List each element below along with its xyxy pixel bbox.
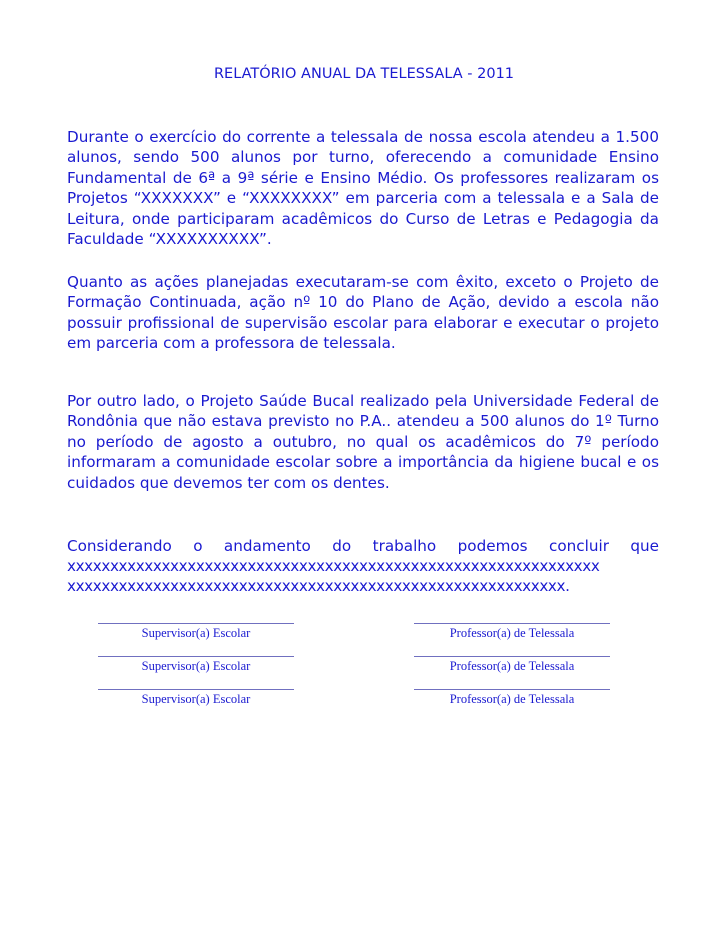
signature-supervisor-3 — [98, 689, 294, 707]
signature-line — [414, 623, 610, 624]
signature-line — [98, 689, 294, 690]
signature-line — [98, 623, 294, 624]
signature-professor-3 — [414, 689, 610, 707]
signature-label: Professor(a) de Telessala — [449, 692, 575, 706]
signature-professor-1 — [414, 623, 610, 641]
signature-label: Supervisor(a) Escolar — [141, 659, 251, 673]
conclusion-line-2: xxxxxxxxxxxxxxxxxxxxxxxxxxxxxxxxxxxxxxxxxxxxxxxxxxxxxxxxxx. — [67, 577, 570, 595]
signature-supervisor-2 — [98, 656, 294, 674]
paragraph-3: Por outro lado, o Projeto Saúde Bucal realizado pela Universidade Federal de Rondônia que não estava previsto no P.A.. atendeu a 500 alunos do 1º Turno no período de agosto a outubro, no qual os acadêmicos do 7º período informaram a comunidade escolar sobre a importância da higiene bucal e os cuidados que devemos ter com os dentes. — [67, 392, 659, 492]
signature-label: Supervisor(a) Escolar — [141, 692, 251, 706]
signature-professor-2 — [414, 656, 610, 674]
signature-label: Professor(a) de Telessala — [449, 626, 575, 640]
document-title: RELATÓRIO ANUAL DA TELESSALA - 2011 — [213, 66, 515, 82]
paragraph-1: Durante o exercício do corrente a telessala de nossa escola atendeu a 1.500 alunos, sendo 500 alunos por turno, oferecendo a comunidade Ensino Fundamental de 6ª a 9ª série e Ensino Médio. Os professores realizaram os Projetos “XXXXXXX” e “XXXXXXXX” em parceria com a telessala e a Sala de Leitura, onde participaram acadêmicos do Curso de Letras e Pedagogia da Faculdade “XXXXXXXXXX”. — [67, 128, 659, 249]
signature-line — [98, 656, 294, 657]
signature-label: Supervisor(a) Escolar — [141, 626, 251, 640]
paragraph-2: Quanto as ações planejadas executaram-se com êxito, exceto o Projeto de Formação Continuada, ação nº 10 do Plano de Ação, devido a escola não possuir profissional de supervisão escolar para elaborar e executar o projeto em parceria com a professora de telessala. — [67, 273, 659, 353]
paragraph-4: Considerando o andamento do trabalho podemos concluir que — [67, 537, 659, 555]
signature-line — [414, 689, 610, 690]
signature-label: Professor(a) de Telessala — [449, 659, 575, 673]
signature-supervisor-1 — [98, 623, 294, 641]
signature-line — [414, 656, 610, 657]
conclusion-line-1: xxxxxxxxxxxxxxxxxxxxxxxxxxxxxxxxxxxxxxxxxxxxxxxxxxxxxxxxxxxxxx — [67, 557, 600, 575]
